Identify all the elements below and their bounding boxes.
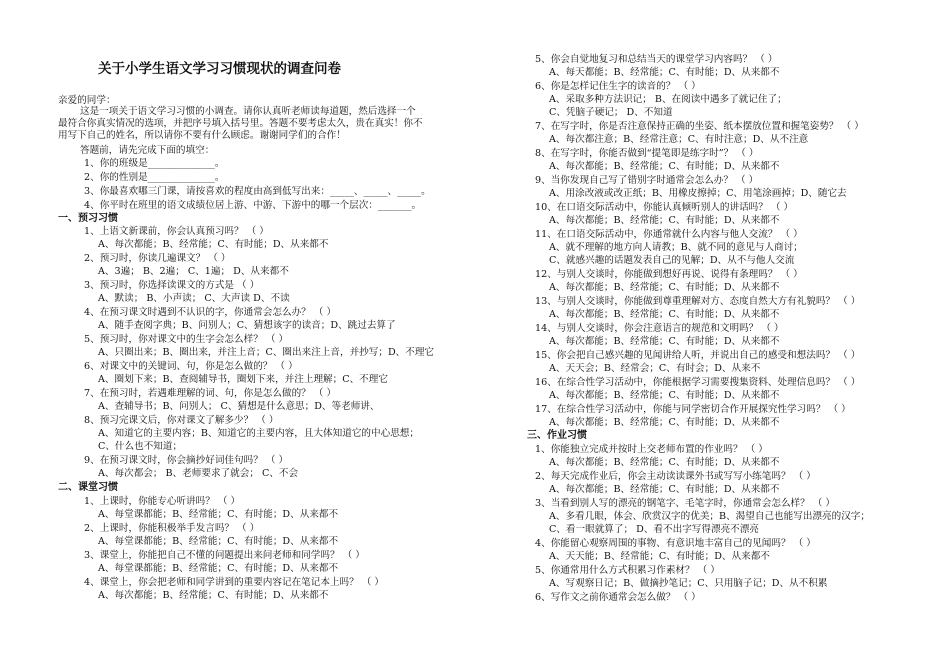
question-line: A、每堂课都能；B、经常能；C、有时能；D、从来都不 xyxy=(98,536,339,547)
question-line: 8、预习完课文后，你对课文了解多少？ （ ） xyxy=(84,415,279,426)
question-line: A、天天能；B、经常能；C、有时能；D、从来都不 xyxy=(549,551,770,562)
question-line: 3、课堂上，你能把自己不懂的问题提出来问老师和同学吗？ （ ） xyxy=(84,550,365,561)
question-line: A、圈划下来；B、查阅辅导书，圈划下来，并注上理解；C、不理它 xyxy=(98,374,388,385)
question-line: 1、你能独立完成并按时上交老师布置的作业吗？ （ ） xyxy=(535,444,768,455)
question-line: A、每次都能；B、经常能；C、有时能；D、从来都不 xyxy=(98,239,329,250)
question-line: A、知道它的主要内容；B、知道它的主要内容，且大体知道它的中心思想； xyxy=(98,428,419,439)
question-line: A、每次都能；B、经常能；C、有时能；D、从来都不 xyxy=(549,282,780,293)
question-line: 亲爱的同学： xyxy=(58,95,116,106)
question-line: A、每天都能；B、经常能；C、有时能；D、从来都不 xyxy=(549,67,780,78)
question-line: 6、对课文中的关键词、句，你是怎么做的？ （ ） xyxy=(84,361,298,372)
question-line: 17、在综合性学习活动中，你能与同学密切合作开展探究性学习吗？ （ ） xyxy=(535,404,851,415)
question-line: A、每次都能；B、经常能；C、有时能；D、从来都不 xyxy=(549,309,780,320)
question-line: A、天天会；B、经常会；C、有时会；D、从来不 xyxy=(549,363,761,374)
section-heading: 一、预习习惯 xyxy=(58,213,118,224)
question-line: 16、在综合性学习活动中，你能根据学习需要搜集资料、处理信息吗？ （ ） xyxy=(535,377,861,388)
question-line: 10、在口语交际活动中，你能认真倾听别人的讲话吗？ （ ） xyxy=(535,202,794,213)
question-line: 3、你最喜欢哪三门课，请按喜欢的程度由高到低写出来：_____、_____、_____。 xyxy=(84,186,431,197)
question-line: A、每次都能；B、经常能；C、有时能；D、从来都不 xyxy=(549,484,780,495)
question-line: A、只圈出来；B、圈出来，并注上音；C、圈出来注上音，并抄写；D、不理它 xyxy=(98,347,435,358)
question-line: A、每次都能；B、经常能；C、有时能；D、从来都不 xyxy=(549,161,780,172)
question-line: C、什么也不知道； xyxy=(98,441,183,452)
question-line: 13、与别人交谈时，你能做到尊重理解对方、态度自然大方有礼貌吗？ （ ） xyxy=(535,296,861,307)
question-line: 这是一项关于语文学习习惯的小调查。请你认真听老师读每道题，然后选择一个 xyxy=(80,106,416,117)
question-line: A、每次都能；B、经常能；C、有时能；D、从来都不 xyxy=(549,336,780,347)
question-line: 3、当看到别人写的漂亮的钢笔字、毛笔字时，你通常会怎么样？ （ ） xyxy=(535,498,836,509)
question-line: A、每堂课都能；B、经常能；C、有时能；D、从来都不 xyxy=(98,563,339,574)
question-line: A、每次都能；B、经常能；C、有时能；D、从来都不 xyxy=(549,390,780,401)
question-line: 11、在口语交际活动中，你通常就什么内容与他人交流？ （ ） xyxy=(535,229,803,240)
question-line: 2、上课时，你能积极举手发言吗？ （ ） xyxy=(84,523,260,534)
question-line: A、每次都注意；B、经常注意；C、有时注意；D、从不注意 xyxy=(549,134,809,145)
question-line: A、每次都能；B、经常能；C、有时能；D、从来都不 xyxy=(549,457,780,468)
question-line: A、随手查阅字典；B、问别人；C、猜想该字的读音；D、跳过去算了 xyxy=(98,320,396,331)
question-line: A、每堂课都能；B、经常能；C、有时能；D、从来都不 xyxy=(98,509,339,520)
question-line: 答题前，请先完成下面的填空： xyxy=(80,145,215,156)
question-line: 3、预习时，你选择读课文的方式是 （ ） xyxy=(84,280,260,291)
question-line: C、凭脑子硬记； D、不知道 xyxy=(549,107,673,118)
question-line: 9、在预习课文时，你会摘抄好词佳句吗？ （ ） xyxy=(84,455,289,466)
question-line: 8、在写字时，你能否做到“提笔即是练字时”？ （ ） xyxy=(535,148,759,159)
page-title: 关于小学生语文学习习惯现状的调查问卷 xyxy=(98,61,341,77)
question-line: 4、在预习课文时遇到不认识的字，你通常会怎么办？ （ ） xyxy=(84,307,337,318)
question-line: 1、上课时，你能专心听讲吗？ （ ） xyxy=(84,496,241,507)
question-line: 5、你通常用什么方式积累习作素材？ （ ） xyxy=(535,565,720,576)
question-line: 5、你会自觉地复习和总结当天的课堂学习内容吗？ （ ） xyxy=(535,54,778,65)
question-line: C、就感兴趣的话题发表自己的见解；D、从不与他人交流 xyxy=(549,255,795,266)
question-line: 4、课堂上，你会把老师和同学讲到的重要内容记在笔记本上吗？ （ ） xyxy=(84,577,385,588)
question-line: A、就不理解的地方向人请教；B、就不同的意见与人商讨； xyxy=(549,242,803,253)
question-line: 4、你平时在班里的语文成绩位居上游、中游、下游中的哪一个层次：_______。 xyxy=(84,200,422,211)
question-line: 1、上语文新课前，你会认真预习吗？ （ ） xyxy=(84,226,269,237)
question-line: 6、你是怎样记住生字的读音的？ （ ） xyxy=(535,81,701,92)
question-line: A、多看几眼，体会、欣赏汉字的优美；B、渴望自己也能写出漂亮的汉字； xyxy=(549,511,870,522)
question-line: 7、在预习时，若遇难理解的词、句，你是怎么做的？ （ ） xyxy=(84,388,337,399)
question-line: A、3遍； B、2遍； C、1遍； D、从来都不 xyxy=(98,266,289,277)
question-line: 12、与别人交谈时，你能做到想好再说、说得有条理吗？ （ ） xyxy=(535,269,803,280)
section-heading: 二、课堂习惯 xyxy=(58,482,118,493)
question-line: 4、你能留心观察周围的事物、有意识地丰富自己的见闻吗？ （ ） xyxy=(535,538,816,549)
left-column xyxy=(58,0,468,658)
question-line: 5、预习时，你对课文中的生字会怎么样？ （ ） xyxy=(84,334,289,345)
question-line: 1、你的班级是______________。 xyxy=(84,158,225,169)
question-line: 15、你会把自己感兴趣的见闻讲给人听，并说出自己的感受和想法吗？ （ ） xyxy=(535,350,861,361)
question-line: A、用涂改液或改正纸；B、用橡皮擦掉；C、用笔涂画掉；D、随它去 xyxy=(549,188,847,199)
question-line: A、默读； B、小声读； C、大声读 D、不读 xyxy=(98,293,290,304)
right-column xyxy=(527,0,890,658)
question-line: 2、你的性别是______________。 xyxy=(84,172,225,183)
question-line: A、写观察日记；B、做摘抄笔记；C、只用脑子记；D、从不积累 xyxy=(549,578,828,589)
question-line: A、采取多种方法识记； B、在阅读中遇多了就记住了； xyxy=(549,94,787,105)
question-line: 用写下自己的姓名，所以请你不要有什么顾虑。谢谢同学们的合作！ xyxy=(58,130,346,141)
question-line: A、每次都能；B、经常能；C、有时能；D、从来都不 xyxy=(549,417,780,428)
question-line: 6、写作文之前你通常会怎么做？ （ ） xyxy=(535,592,701,603)
question-line: 2、预习时，你读几遍课文？ （ ） xyxy=(84,253,231,264)
question-line: 7、在写字时，你是否注意保持正确的坐姿、纸本摆放位置和握笔姿势？ （ ） xyxy=(535,121,864,132)
question-line: 9、当你发现自己写了错别字时通常会怎么办？ （ ） xyxy=(535,175,759,186)
question-line: 14、与别人交谈时，你会注意语言的规范和文明吗？ （ ） xyxy=(535,323,784,334)
question-line: A、查辅导书；B、问别人； C、猜想是什么意思；D、等老师讲、 xyxy=(98,401,380,412)
question-line: A、每次都能；B、经常能；C、有时能；D、从来都不 xyxy=(98,590,329,601)
question-line: A、每次都能；B、经常能；C、有时能；D、从来都不 xyxy=(549,215,780,226)
question-line: C、看一眼就算了； D、看不出字写得漂亮不漂亮 xyxy=(549,524,759,535)
question-line: 最符合你真实情况的选项，并把序号填入括号里。答题不要考虑太久，贵在真实！你不 xyxy=(58,118,423,129)
question-line: 2、每天完成作业后，你会主动读读课外书或写写小练笔吗？ （ ） xyxy=(535,471,816,482)
question-line: A、每次都会； B、老师要求了就会； C、不会 xyxy=(98,468,299,479)
section-heading: 三、作业习惯 xyxy=(527,430,587,441)
